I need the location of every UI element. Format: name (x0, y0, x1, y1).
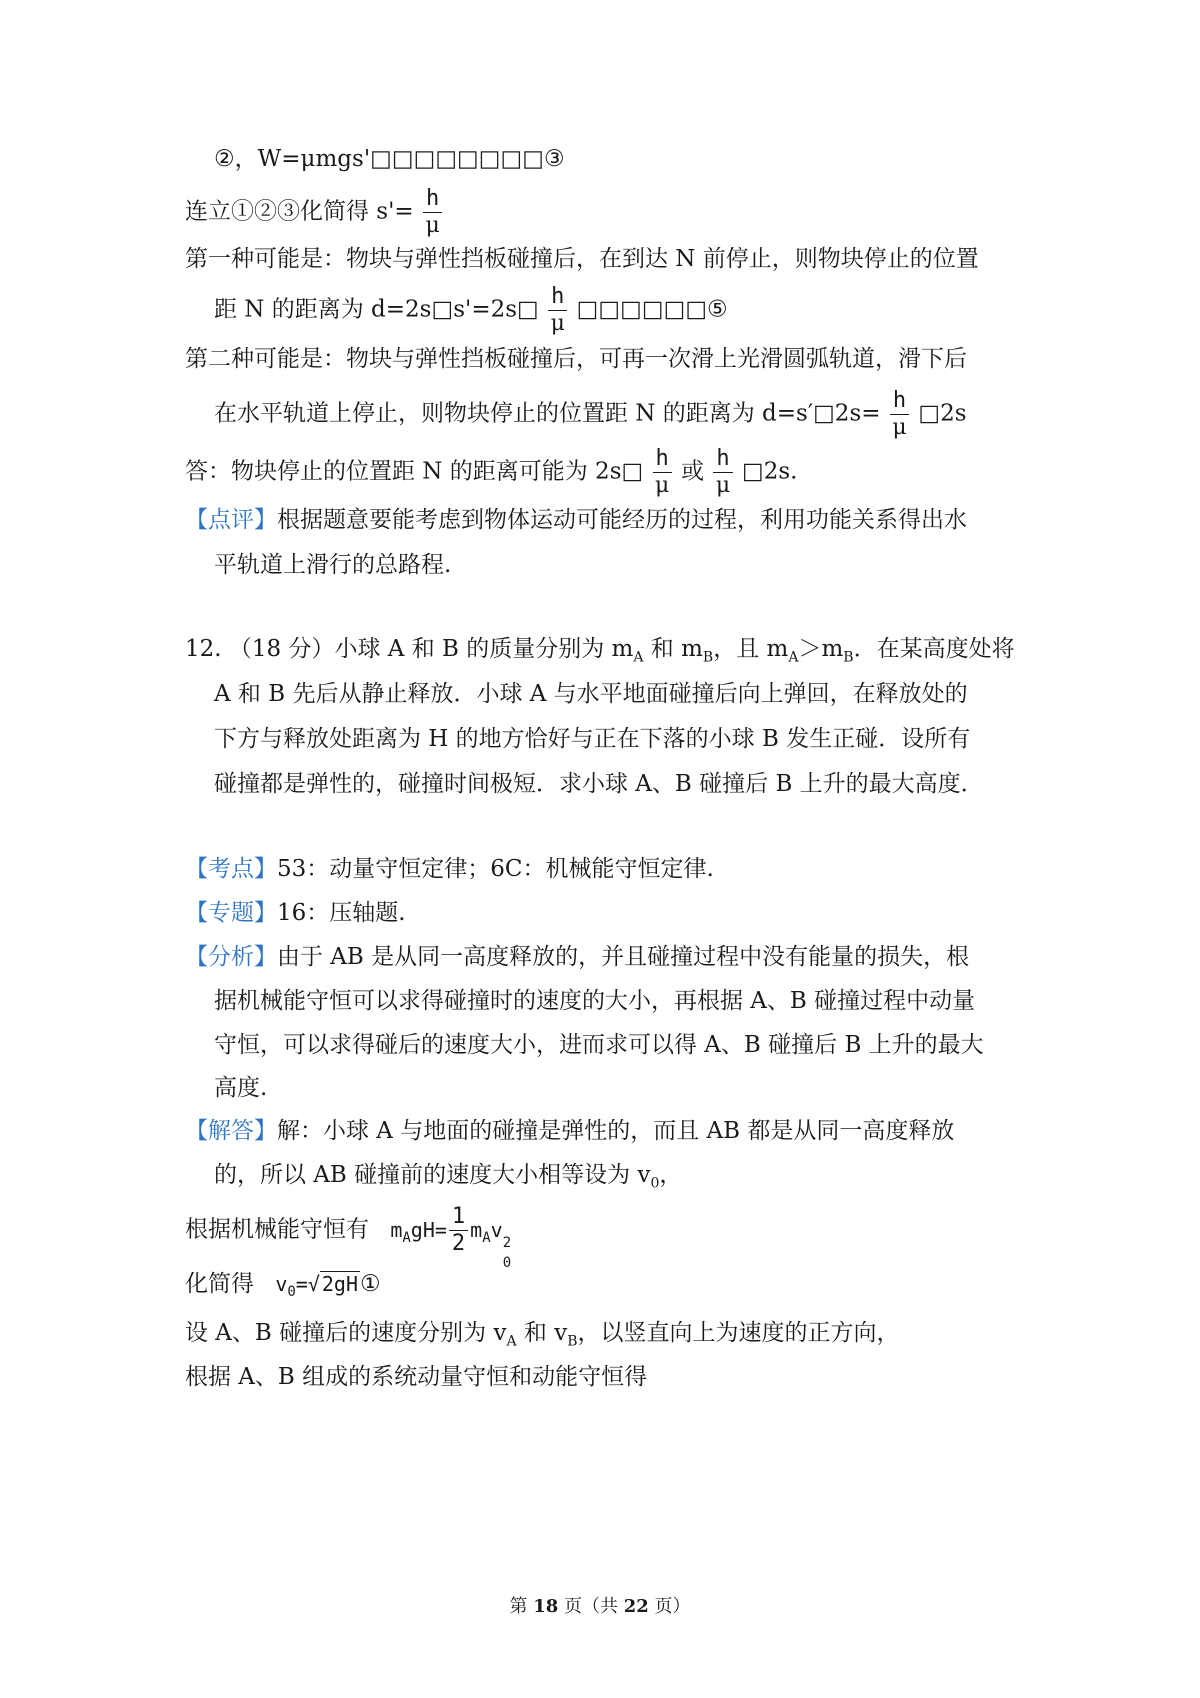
solution-line: 设 A、B 碰撞后的速度分别为 $v_A$ 和 $v_B$，以竖直向上为速度的正方向， (185, 1320, 900, 1350)
text-line (214, 388, 967, 440)
text-line (185, 186, 444, 238)
comment-tag: 【点评】 (185, 507, 277, 533)
solution-line: 根据 A、B 组成的系统动量守恒和动能守恒得 (185, 1364, 648, 1390)
velocity-equation: $v_0=√$ 2gH (275, 1272, 359, 1300)
text-line (185, 242, 979, 276)
text-span: 答：物块停止的位置距 N 的距离可能为 2s□ (185, 458, 644, 485)
section-tag: 【专题】 (185, 900, 277, 926)
comment-line (185, 503, 967, 537)
text-span: 根据题意要能考虑到物体运动可能经历的过程，利用功能关系得出水 (277, 507, 967, 533)
knowledge-point-line: 【考点】53：动量守恒定律；6C：机械能守恒定律. (185, 856, 714, 882)
text-span: □2s (918, 400, 967, 427)
analysis-line: 据机械能守恒可以求得碰撞时的速度的大小，再根据 A、B 碰撞过程中动量 (214, 988, 976, 1014)
problem-line: 12. （18 分）小球 A 和 B 的质量分别为 $m_A$ 和 $m_B$，且 $m_A>m_B$．在某高度处将 (185, 636, 1015, 666)
section-tag: 【解答】 (185, 1118, 277, 1144)
fraction: $\frac{h}{\mu}$ (653, 448, 672, 497)
text-span: 距 N 的距离为 d=2s□s'=2s□ (214, 296, 539, 323)
text-span: 平轨道上滑行的总路程. (214, 552, 452, 578)
fraction: $\frac{1}{2}$ (449, 1206, 468, 1255)
answer-line (185, 446, 798, 498)
topic-line: 【专题】16：压轴题. (185, 900, 406, 926)
text-line (214, 142, 565, 176)
fraction: $\frac{h}{\mu}$ (713, 448, 732, 497)
fraction: $\frac{h}{\mu}$ (548, 286, 567, 335)
text-span: 或 (681, 458, 705, 485)
text-span: 连立①②③化简得 s'= (185, 198, 414, 225)
analysis-line: 高度. (214, 1075, 268, 1101)
text-span: 第一种可能是：物块与弹性挡板碰撞后，在到达 N 前停止，则物块停止的位置 (185, 246, 979, 272)
text-line (185, 342, 967, 376)
text-span: 第二种可能是：物块与弹性挡板碰撞后，可再一次滑上光滑圆弧轨道，滑下后 (185, 346, 967, 372)
text-span: □□□□□□⑤ (576, 296, 728, 323)
analysis-line: 守恒，可以求得碰后的速度大小，进而求可以得 A、B 碰撞后 B 上升的最大 (214, 1032, 984, 1058)
text-span: □2s. (741, 458, 798, 485)
comment-line (214, 548, 451, 582)
problem-line: 下方与释放处距离为 H 的地方恰好与正在下落的小球 B 发生正碰．设所有 (214, 726, 971, 752)
fraction: $\frac{h}{\mu}$ (423, 188, 442, 237)
energy-equation: $m_AgH=$ (390, 1217, 447, 1246)
page-footer: 第 18 页（共 22 页） (509, 1596, 691, 1617)
solution-line: 的，所以 AB 碰撞前的速度大小相等设为 $v_0$， (214, 1162, 683, 1192)
equation-line: 根据机械能守恒有 $m_AgH=$ $\frac{1}{2}$ $m_Av$ 2 0 (185, 1204, 512, 1271)
problem-line: 碰撞都是弹性的，碰撞时间极短．求小球 A、B 碰撞后 B 上升的最大高度． (214, 771, 984, 797)
section-tag: 【考点】 (185, 856, 277, 882)
fraction: $\frac{h}{\mu}$ (890, 390, 909, 439)
section-tag: 【分析】 (185, 944, 277, 970)
problem-line: A 和 B 先后从静止释放．小球 A 与水平地面碰撞后向上弹回，在释放处的 (214, 681, 968, 707)
equation-line: 化简得 $v_0=√$ 2gH① (185, 1271, 381, 1300)
text-span: 在水平轨道上停止，则物块停止的位置距 N 的距离为 d=s′□2s= (214, 400, 881, 427)
text-line (214, 284, 728, 336)
analysis-line: 【分析】由于 AB 是从同一高度释放的，并且碰撞过程中没有能量的损失，根 (185, 944, 970, 970)
equation-work-line: ②，W=μmgs'□□□□□□□□③ (214, 146, 565, 172)
solution-line: 【解答】解：小球 A 与地面的碰撞是弹性的，而且 AB 都是从同一高度释放 (185, 1118, 955, 1144)
